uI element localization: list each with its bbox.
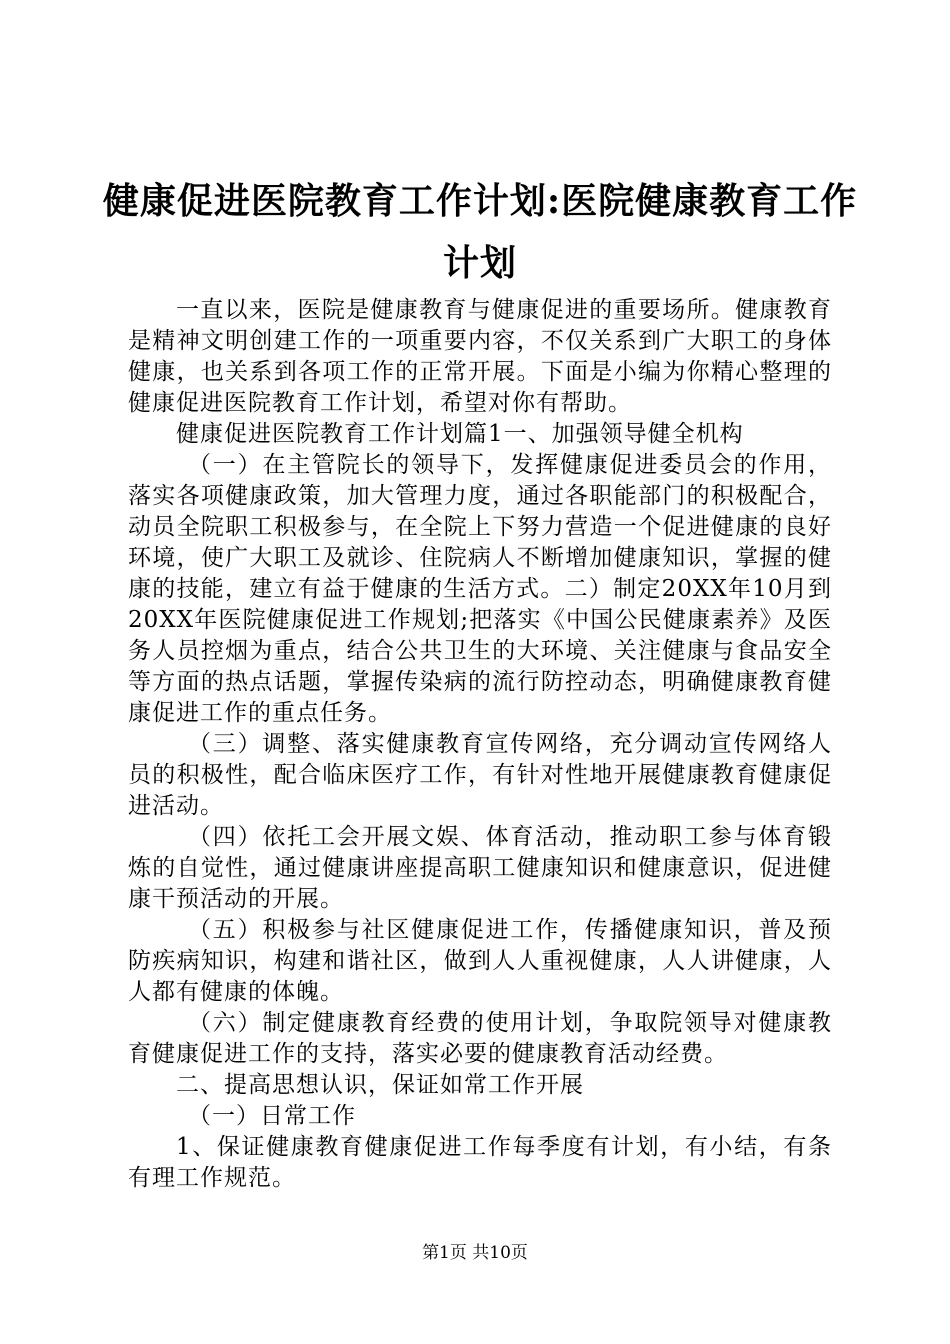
document-body [128, 295, 832, 1194]
paragraph-item-5: （五）积极参与社区健康促进工作，传播健康知识，普及预防疾病知识，构建和谐社区，做到人人重视健康，人人讲健康，人人都有健康的体魄。 [128, 917, 832, 1005]
paragraph-item-1: （一）在主管院长的领导下，发挥健康促进委员会的作用，落实各项健康政策，加大管理力度，通过各职能部门的积极配合，动员全院职工积极参与，在全院上下努力营造一个促进健康的良好环境，使广大职工及就诊、住院病人不断增加健康知识，掌握的健康的技能，建立有益于健康的生活方式。二）制定20XX年10月到20XX年医院健康促进工作规划;把落实《中国公民健康素养》及医务人员控烟为重点，结合公共卫生的大环境、关注健康与食品安全等方面的热点话题，掌握传染病的流行防控动态，明确健康教育健康促进工作的重点任务。 [128, 452, 832, 726]
paragraph-subheading-daily: （一）日常工作 [188, 1103, 356, 1129]
paragraph-section-1-heading: 健康促进医院教育工作计划篇1一、加强领导健全机构 [176, 421, 744, 447]
page-number-footer: 第1页 共10页 [422, 1243, 528, 1263]
document-title: 健康促进医院教育工作计划:医院健康教育工作计划 [102, 180, 858, 284]
paragraph-item-6: （六）制定健康教育经费的使用计划，争取院领导对健康教育健康促进工作的支持，落实必要的健康教育活动经费。 [128, 1010, 832, 1067]
paragraph-item-3: （三）调整、落实健康教育宣传网络，充分调动宣传网络人员的积极性，配合临床医疗工作，有针对性地开展健康教育健康促进活动。 [128, 731, 832, 819]
paragraph-daily-item-1: 1、保证健康教育健康促进工作每季度有计划，有小结，有条有理工作规范。 [128, 1134, 832, 1191]
paragraph-intro: 一直以来，医院是健康教育与健康促进的重要场所。健康教育是精神文明创建工作的一项重要内容，不仅关系到广大职工的身体健康，也关系到各项工作的正常开展。下面是小编为你精心整理的健康促进医院教育工作计划，希望对你有帮助。 [128, 297, 832, 416]
paragraph-item-4: （四）依托工会开展文娱、体育活动，推动职工参与体育锻炼的自觉性，通过健康讲座提高职工健康知识和健康意识，促进健康干预活动的开展。 [128, 824, 832, 912]
paragraph-section-2-heading: 二、提高思想认识，保证如常工作开展 [176, 1072, 584, 1098]
